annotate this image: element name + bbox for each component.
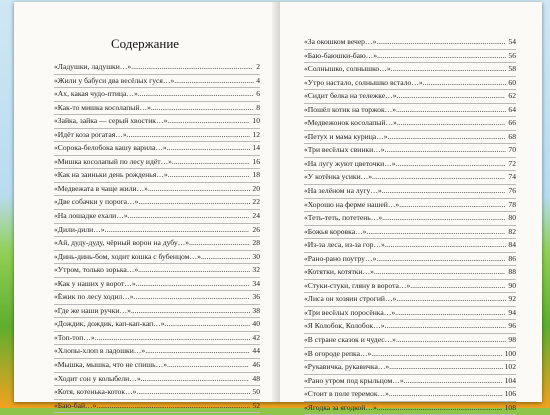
toc-entry-title: «Утро настало, солнышко встало…»............................................ — [304, 77, 507, 87]
toc-entry-page-number: 4 — [256, 75, 260, 85]
toc-entry-page-number: 26 — [252, 224, 260, 234]
toc-entry — [304, 348, 516, 362]
toc-entry — [304, 388, 516, 402]
toc-entry-page-number: 24 — [252, 211, 260, 221]
toc-entry — [304, 131, 516, 145]
toc-entry-page-number: 88 — [508, 267, 516, 277]
page-title: Содержание — [110, 36, 180, 51]
toc-entry-title: «Утром, только зорька…»........................................................... — [54, 265, 251, 275]
open-book — [14, 2, 542, 412]
toc-entry-title: «Медвежата в чаще жили…»...................................................... — [54, 183, 251, 193]
toc-entry-title: «На лугу жуют цветочки…».......................................................... — [304, 158, 506, 168]
toc-entry — [54, 264, 260, 278]
toc-entry-title: «Из-за леса, из-за гор…»................................................................ — [304, 240, 507, 250]
toc-entry-page-number: 42 — [252, 332, 260, 342]
toc-entry-page-number: 58 — [508, 64, 516, 74]
toc-entry — [304, 50, 516, 64]
toc-entry-page-number: 76 — [508, 186, 516, 196]
toc-entry — [54, 102, 260, 116]
toc-entry-title: «Как-то мишка косолапый…»...................................................... — [54, 102, 254, 112]
toc-entry-title: «Идёт коза рогатая…»................................................................. — [54, 129, 251, 139]
toc-entry-title: «Теть-теть, потетень…»................................................................. — [304, 213, 506, 223]
toc-entry — [304, 320, 516, 334]
toc-entry — [304, 266, 516, 280]
toc-entry-page-number: 108 — [504, 402, 516, 412]
toc-entry-page-number: 16 — [252, 156, 260, 166]
toc-entry-title: «Как у наших у ворот…»............................................................ — [54, 278, 250, 288]
toc-entry-title: «Как на заиньки день рожденья…»........................................... — [54, 170, 250, 180]
toc-entry-page-number: 40 — [252, 319, 260, 329]
toc-entry-page-number: 52 — [252, 400, 260, 410]
toc-entry-page-number: 80 — [508, 213, 516, 223]
toc-entry-title: «На лошадке ехали…»................................................................ — [54, 211, 250, 221]
toc-entry — [54, 332, 260, 346]
toc-entry-page-number: 106 — [504, 389, 516, 399]
toc-entry-title: «Ладушки, ладушки…»................................................................ — [54, 62, 253, 71]
left-page — [14, 2, 276, 410]
toc-entry-page-number: 92 — [508, 294, 516, 304]
toc-entry — [54, 318, 260, 332]
toc-entry-title: «Баю-бай…»................................................................................. — [54, 400, 251, 410]
toc-entry-title: «Пошёл котик на торжок…».......................................................... — [304, 104, 507, 114]
toc-entry-title: «Баю-баюшки-баю…».................................................................... — [304, 50, 507, 60]
toc-entry-page-number: 28 — [252, 238, 260, 248]
toc-entry — [304, 77, 516, 91]
toc-entry — [54, 75, 260, 89]
toc-entry — [304, 361, 516, 375]
toc-entry-page-number: 98 — [508, 335, 516, 345]
toc-entry — [54, 61, 260, 75]
toc-entry-title: «Ягодка за ягодкой…».................................................................. — [304, 402, 503, 412]
toc-entry-page-number: 90 — [508, 280, 516, 290]
toc-entry-title: «Котятки, котятки…»..................................................................... — [304, 267, 505, 277]
toc-entry-title: «Дождик, дождик, кап-кап-кап…»............................................. — [54, 319, 250, 329]
toc-entry-page-number: 74 — [508, 172, 516, 182]
toc-entry — [54, 386, 260, 400]
toc-entry-title: «Жили у бабуси два весёлых гуся…».......................................... — [54, 75, 254, 85]
toc-list-left — [54, 61, 260, 413]
toc-entry — [54, 156, 260, 170]
toc-entry-page-number: 68 — [508, 131, 516, 141]
toc-entry-title: «Хлопы-хлоп в ладошки…»....................................................... — [54, 346, 250, 356]
toc-entry-title: «Солнышко, солнышко…»............................................................. — [304, 64, 507, 74]
toc-entry-title: «Где же наши ручки…»............................................................... — [54, 305, 251, 315]
toc-entry — [54, 169, 260, 183]
toc-entry-title: «Три весёлых свинки…»................................................................ — [304, 145, 507, 155]
toc-entry-page-number: 100 — [504, 348, 516, 358]
toc-entry — [304, 171, 516, 185]
toc-entry — [304, 280, 516, 294]
toc-entry — [54, 373, 260, 387]
toc-entry — [54, 345, 260, 359]
toc-entry-page-number: 50 — [252, 387, 260, 397]
toc-entry — [54, 88, 260, 102]
toc-entry — [54, 278, 260, 292]
toc-entry-page-number: 6 — [256, 89, 260, 99]
toc-entry-page-number: 62 — [508, 91, 516, 101]
toc-entry — [304, 90, 516, 104]
toc-entry — [54, 400, 260, 414]
toc-entry-title: «Рукавичка, рукавичка…»............................................................ — [304, 362, 504, 372]
toc-entry-title: «Ходит сон у колыбели…»......................................................... — [54, 373, 249, 383]
toc-entry — [54, 196, 260, 210]
toc-entry-title: «На зелёном на лугу…»................................................................. — [304, 186, 506, 196]
toc-entry-page-number: 78 — [508, 199, 516, 209]
toc-entry-title: «Я Колобок, Колобок…»................................................................ — [304, 321, 507, 331]
toc-entry-page-number: 2 — [256, 62, 260, 71]
toc-entry-page-number: 96 — [508, 321, 516, 331]
toc-entry-title: «Зайка, зайка — серый хвостик…»........................................... — [54, 116, 250, 126]
toc-entry — [304, 402, 516, 415]
toc-entry-page-number: 82 — [508, 226, 516, 236]
toc-entry-page-number: 64 — [508, 104, 516, 114]
toc-entry-title: «Ах, какая чудо-птица…»............................................................. — [54, 89, 254, 99]
toc-entry-page-number: 104 — [504, 375, 516, 385]
toc-entry-title: «Божья коровка…»......................................................................... — [304, 226, 506, 236]
toc-entry — [304, 63, 516, 77]
toc-entry — [54, 237, 260, 251]
toc-entry-page-number: 14 — [252, 143, 260, 153]
toc-entry — [54, 115, 260, 129]
toc-entry-page-number: 54 — [508, 37, 516, 46]
toc-entry-title: «Хорошо на ферме нашей…»........................................................ — [304, 199, 506, 209]
toc-entry — [304, 144, 516, 158]
toc-entry — [304, 226, 516, 240]
toc-entry-page-number: 38 — [252, 305, 260, 315]
toc-entry-page-number: 102 — [504, 362, 516, 372]
toc-entry — [304, 375, 516, 389]
toc-entry-title: «Три весёлых поросёнка…».......................................................... — [304, 307, 506, 317]
toc-entry — [54, 291, 260, 305]
toc-entry-title: «Сидит белка на тележке…»......................................................... — [304, 91, 505, 101]
toc-entry — [54, 210, 260, 224]
toc-entry-page-number: 8 — [256, 102, 260, 112]
toc-entry — [304, 293, 516, 307]
toc-entry-title: «Котя, котенька-коток…»............................................................ — [54, 387, 251, 397]
toc-entry-title: «Стоит в поле теремок…»............................................................ — [304, 389, 503, 399]
toc-list-right — [304, 36, 516, 415]
toc-entry-title: «Ай, дуду-дуду, чёрный ворон на дубу…»................................ — [54, 238, 250, 248]
toc-entry — [304, 104, 516, 118]
toc-entry-title: «Дили-дили…»............................................................................ — [54, 224, 249, 234]
toc-entry-page-number: 36 — [252, 292, 260, 302]
toc-entry-page-number: 12 — [252, 129, 260, 139]
toc-entry-title: «Ёжик по лесу ходил…»............................................................. — [54, 292, 250, 302]
toc-entry — [54, 142, 260, 156]
toc-entry — [54, 251, 260, 265]
toc-entry-page-number: 56 — [508, 50, 516, 60]
toc-entry-title: «Мишка косолапый по лесу идёт…»......................................... — [54, 156, 250, 166]
toc-entry-title: «Сорока-белобока кашу варила…»............................................ — [54, 143, 251, 153]
toc-entry — [54, 305, 260, 319]
toc-entry-title: «Стуки-стуки, гляну в ворота…».................................................. — [304, 280, 506, 290]
toc-entry — [304, 36, 516, 50]
toc-entry — [304, 212, 516, 226]
toc-entry — [304, 199, 516, 213]
toc-entry — [54, 224, 260, 238]
toc-entry-title: «Петух и мама курица…».............................................................. — [304, 131, 506, 141]
toc-entry-title: «Мышка, мышка, что не спишь…»........................................... — [54, 360, 249, 370]
toc-entry-title: «Топ-топ…».................................................................................. — [54, 332, 251, 342]
toc-entry-page-number: 34 — [252, 278, 260, 288]
toc-entry-title: «Две собачки у порога…»........................................................... — [54, 197, 251, 207]
toc-entry-title: «В стране сказок и чудес…».......................................................... — [304, 335, 507, 345]
toc-entry-page-number: 30 — [252, 251, 260, 261]
toc-entry-page-number: 66 — [508, 118, 516, 128]
toc-entry-title: «Рано утром под крыльцом…».................................................... — [304, 375, 503, 385]
toc-entry-page-number: 86 — [508, 253, 516, 263]
toc-entry-title: «В огороде репка…»..................................................................... — [304, 348, 503, 358]
toc-entry — [54, 129, 260, 143]
toc-entry-title: «Рано-рано поутру…».................................................................... — [304, 253, 506, 263]
toc-entry-page-number: 10 — [252, 116, 260, 126]
right-page — [280, 2, 542, 412]
toc-entry-page-number: 18 — [252, 170, 260, 180]
toc-entry-page-number: 94 — [508, 307, 516, 317]
toc-entry-page-number: 22 — [252, 197, 260, 207]
toc-entry-title: «У котёнка усики…»...................................................................... — [304, 172, 505, 182]
toc-entry-page-number: 84 — [508, 240, 516, 250]
toc-entry-title: «Динь-динь-бом, ходит кошка с бубенцом…».......................... — [54, 251, 251, 261]
toc-entry — [304, 158, 516, 172]
toc-entry — [304, 185, 516, 199]
toc-entry-page-number: 48 — [252, 373, 260, 383]
toc-entry — [304, 307, 516, 321]
toc-entry-title: «Лиса он хозяин строгий…».......................................................... — [304, 294, 507, 304]
toc-entry-title: «За окошком вечер…».................................................................... — [304, 37, 506, 46]
toc-entry — [304, 117, 516, 131]
toc-entry — [54, 359, 260, 373]
toc-entry — [54, 183, 260, 197]
toc-entry — [304, 239, 516, 253]
toc-entry — [304, 253, 516, 267]
toc-entry-page-number: 60 — [508, 77, 516, 87]
toc-entry-page-number: 20 — [252, 183, 260, 193]
toc-entry-page-number: 72 — [508, 158, 516, 168]
toc-entry-title: «Медвежонок косолапый…»......................................................... — [304, 118, 506, 128]
toc-entry-page-number: 46 — [252, 360, 260, 370]
toc-entry-page-number: 70 — [508, 145, 516, 155]
toc-entry-page-number: 32 — [252, 265, 260, 275]
toc-entry-page-number: 44 — [252, 346, 260, 356]
toc-entry — [304, 334, 516, 348]
